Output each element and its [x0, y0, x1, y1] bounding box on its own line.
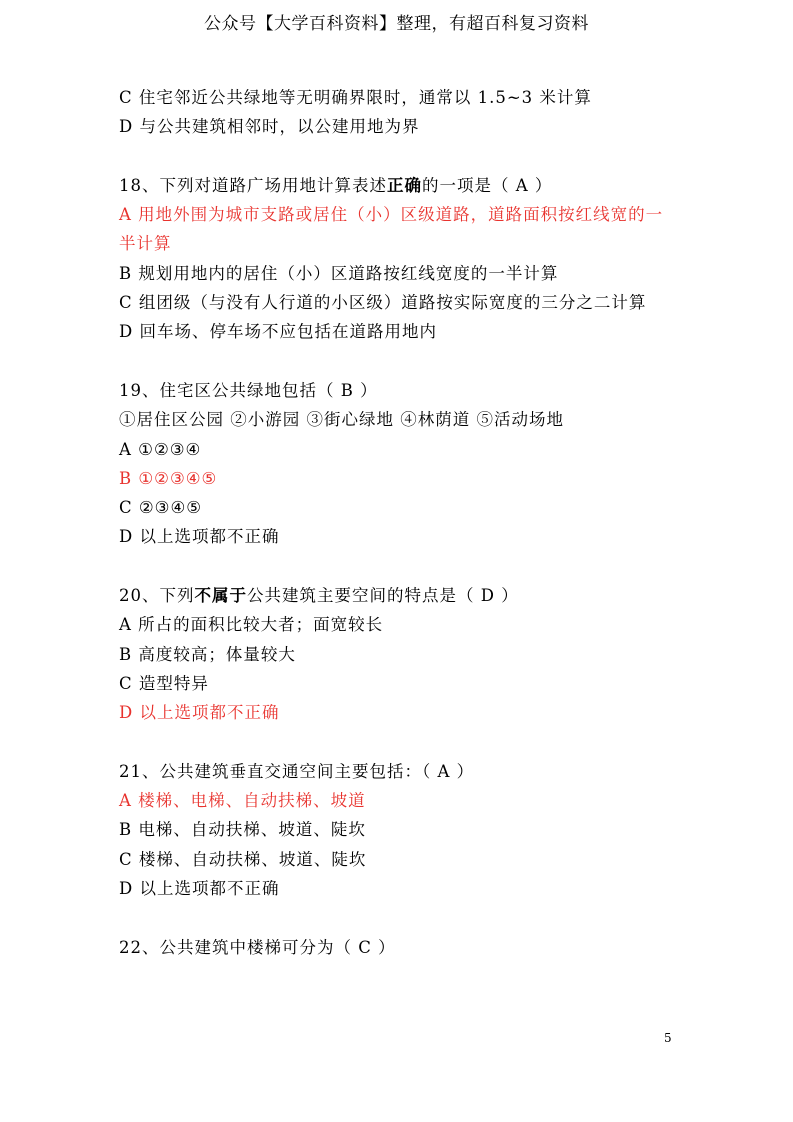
q18-option-a-correct: A 用地外围为城市支路或居住（小）区级道路，道路面积按红线宽的一半计算	[119, 205, 664, 254]
q17-option-c: C 住宅邻近公共绿地等无明确界限时，通常以 1.5~3 米计算	[119, 88, 592, 107]
q18-stem-emphasis: 正确	[387, 175, 422, 195]
q19-stem: 19、住宅区公共绿地包括（ B ）	[119, 380, 378, 400]
q18-stem	[119, 171, 675, 200]
q20-option-b: B 高度较高；体量较大	[119, 644, 296, 664]
q19-option-a: A ①②③④	[119, 439, 202, 459]
q19-option-d: D 以上选项都不正确	[119, 527, 280, 547]
q21-option-a-correct: A 楼梯、电梯、自动扶梯、坡道	[119, 791, 366, 811]
q21-option-b: B 电梯、自动扶梯、坡道、陡坎	[119, 820, 366, 840]
q19-option-b-correct: B ①②③④⑤	[119, 468, 218, 488]
q21-stem: 21、公共建筑垂直交通空间主要包括：（ A ）	[119, 761, 475, 781]
q18-option-b: B 规划用地内的居住（小）区道路按红线宽度的一半计算	[119, 263, 559, 283]
q21-option-d: D 以上选项都不正确	[119, 879, 280, 899]
q19-option-c: C ②③④⑤	[119, 498, 203, 518]
q20-option-c: C 造型特异	[119, 673, 209, 693]
q20-stem-prefix: 20、下列	[119, 586, 195, 606]
q18-option-d: D 回车场、停车场不应包括在道路用地内	[119, 322, 437, 342]
q18-option-c: C 组团级（与没有人行道的小区级）道路按实际宽度的三分之二计算	[119, 293, 647, 313]
q20-option-a: A 所占的面积比较大者；面宽较长	[119, 615, 384, 635]
page-number: 5	[664, 1031, 672, 1045]
q19-items: ①居住区公园 ②小游园 ③街心绿地 ④林荫道 ⑤活动场地	[119, 410, 564, 430]
q18-stem-suffix: 的一项是（ A ）	[422, 175, 553, 195]
page-header: 公众号【大学百科资料】整理，有超百科复习资料	[204, 14, 589, 34]
q20-stem-emphasis: 不属于	[194, 586, 247, 606]
q20-option-d-correct: D 以上选项都不正确	[119, 703, 280, 723]
q17-option-d: D 与公共建筑相邻时，以公建用地为界	[119, 117, 420, 137]
question-content	[119, 83, 675, 962]
q18-stem-prefix: 18、下列对道路广场用地计算表述	[119, 175, 387, 195]
q20-stem-suffix: 公共建筑主要空间的特点是（ D ）	[247, 586, 519, 606]
q22-stem: 22、公共建筑中楼梯可分为（ C ）	[119, 937, 396, 957]
q20-stem	[119, 581, 675, 610]
q21-option-c: C 楼梯、自动扶梯、坡道、陡坎	[119, 849, 367, 869]
